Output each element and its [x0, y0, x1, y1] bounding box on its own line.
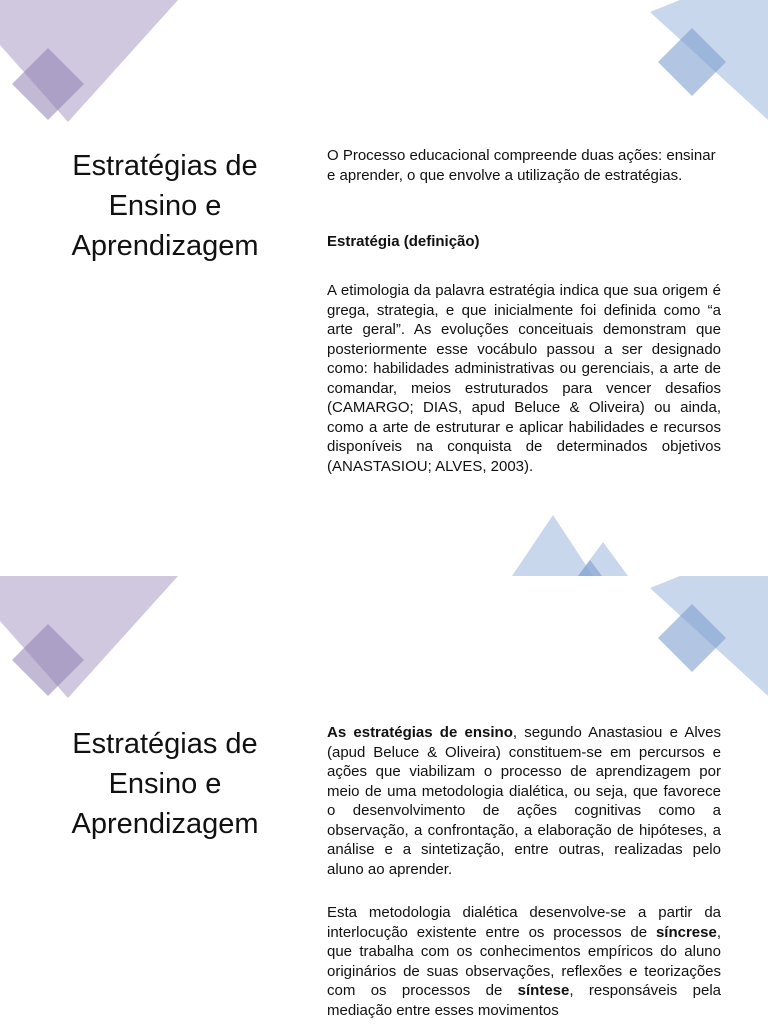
dialectic-paragraph [327, 903, 721, 1020]
slide-title: Estratégias de Ensino e Aprendizagem [71, 150, 259, 262]
bold-lead: As estratégias de ensino [327, 724, 513, 741]
paragraph-text-1: Esta metodologia dialética desenvolve-se a partir da interlocução existente entre os processos de [327, 904, 721, 941]
paragraph-text-3: , responsáveis pela mediação entre esses movimentos [327, 982, 721, 1019]
etymology-paragraph: A etimologia da palavra estratégia indica que sua origem é grega, strategia, e que inicialmente foi definida como “a arte geral”. As evoluções conceituais demonstram que posteriormente esse vocábulo passou a ser designado como: habilidades administrativas ou gerenciais, a arte de comandar, meios estruturados para vencer desafios (CAMARGO; DIAS, apud Beluce & Oliveira) ou ainda, como a arte de estruturar e aplicar habilidades e recursos disponíveis na conquista de determinados objetivos (ANASTASIOU; ALVES, 2003). [327, 282, 721, 475]
purple-triangle [0, 0, 178, 122]
slide-title: Estratégias de Ensino e Aprendizagem [71, 728, 259, 840]
intro-text: O Processo educacional compreende duas ações: ensinar e aprender, o que envolve a utilização de estratégias. [327, 147, 716, 184]
definition-heading: Estratégia (definição) [327, 233, 480, 250]
bold-term-sincrese: síncrese [655, 923, 717, 941]
slide-2 [0, 576, 768, 1024]
purple-triangle [0, 576, 178, 698]
strategies-paragraph [327, 723, 721, 879]
paragraph-text-2: , que trabalha com os conhecimentos empíricos do aluno originários de suas observações, reflexões e teorizações com os processos de [327, 923, 721, 999]
paragraph-text: , segundo Anastasiou e Alves (apud Beluce & Oliveira) constituem-se em percursos e ações que viabilizam o processo de aprendizagem por meio de uma metodologia dialética, ou seja, que favorece o desenvolvimento de ações cognitivas como a observação, a confrontação, a elaboração de hipóteses, a análise e a sintetização, entre outras, realizadas pelo aluno ao aprender. [327, 724, 721, 878]
bold-term-sintese: síntese [517, 982, 570, 999]
blue-triangle-bottom-left [512, 515, 593, 576]
